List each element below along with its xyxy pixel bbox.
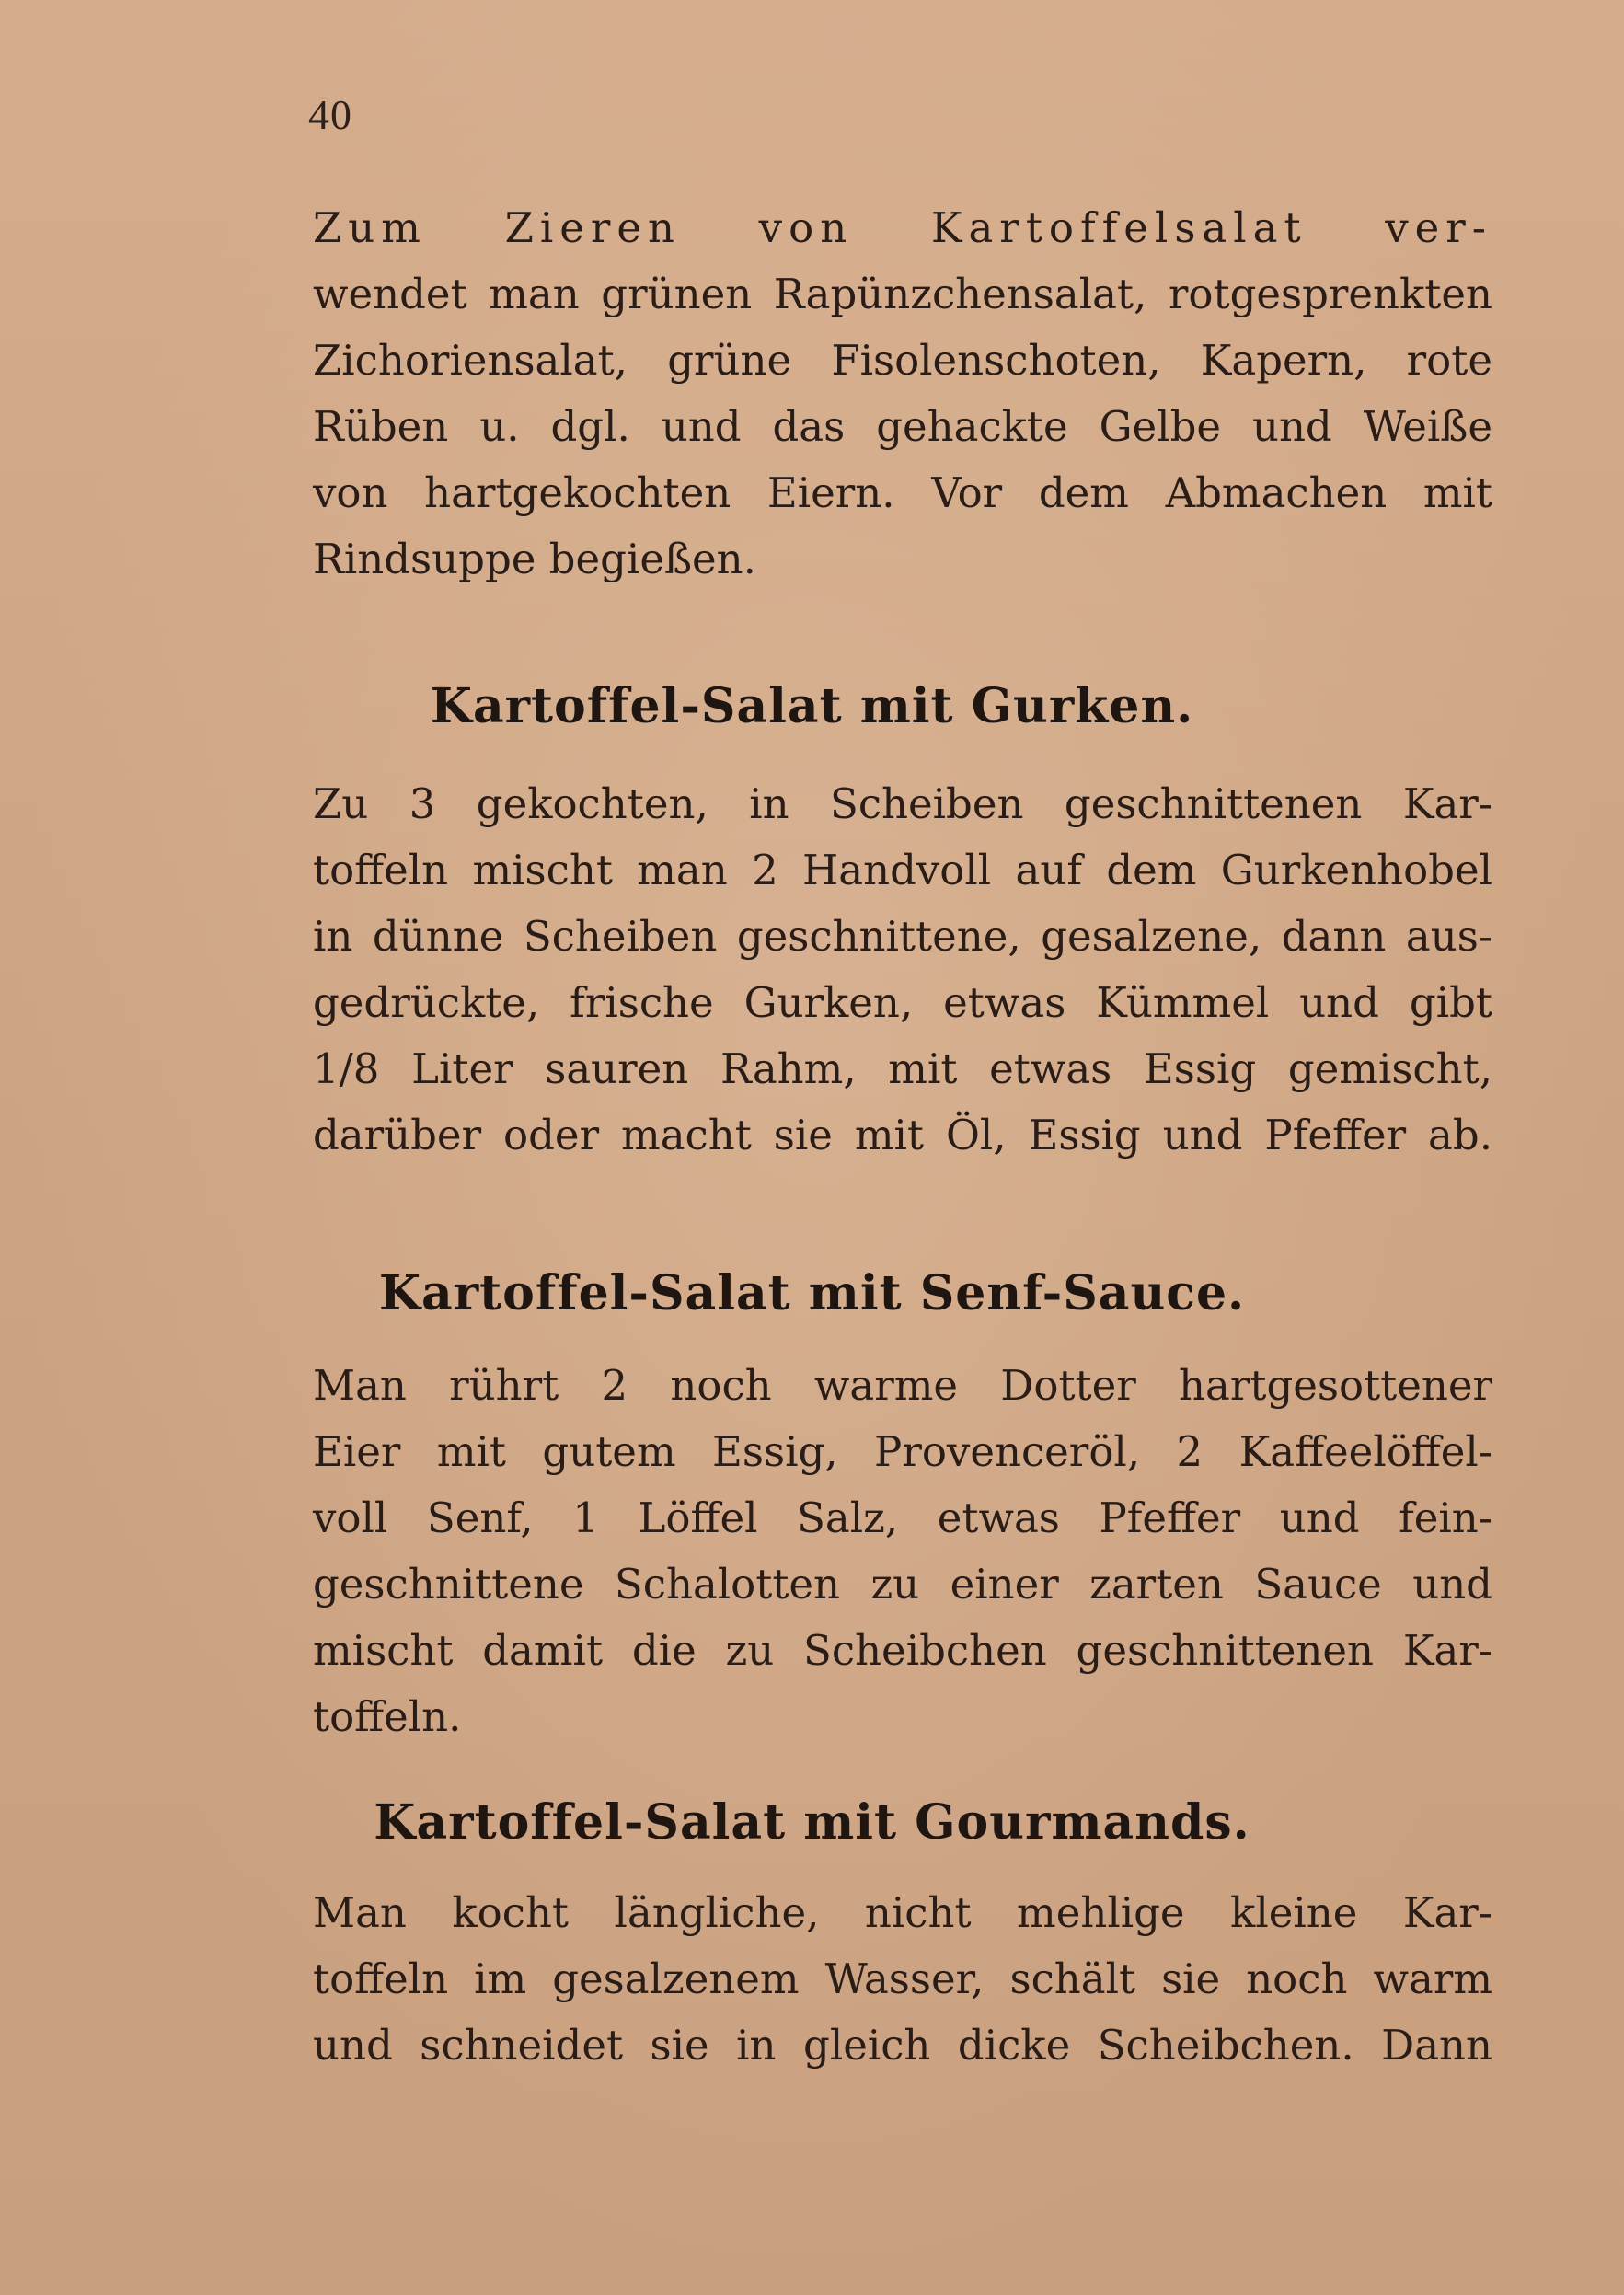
text-line: Eier mit gutem Essig, Provenceröl, 2 Kaffeelöffel- <box>313 1427 1492 1476</box>
text-line: von hartgekochten Eiern. Vor dem Abmachen mit <box>313 468 1492 517</box>
text-line: gedrückte, frische Gurken, etwas Kümmel und gibt <box>313 978 1492 1027</box>
text-line: in dünne Scheiben geschnittene, gesalzene, dann aus- <box>313 912 1492 961</box>
text-line: Rindsuppe begießen. <box>313 535 756 583</box>
text-line: toffeln. <box>313 1692 462 1741</box>
recipe-heading-senf-sauce: Kartoffel-Salat mit Senf-Sauce. <box>378 1265 1246 1321</box>
text-line: 1/8 Liter sauren Rahm, mit etwas Essig gemischt, <box>313 1044 1492 1093</box>
text-line: geschnittene Schalotten zu einer zarten Sauce und <box>313 1560 1492 1609</box>
recipe-heading-gourmands: Kartoffel-Salat mit Gourmands. <box>374 1794 1250 1851</box>
text-line: Zichoriensalat, grüne Fisolenschoten, Kapern, rote <box>313 336 1492 385</box>
text-line: voll Senf, 1 Löffel Salz, etwas Pfeffer und fein- <box>313 1493 1492 1542</box>
recipe-heading-gurken: Kartoffel-Salat mit Gurken. <box>430 678 1194 734</box>
text-line: und schneidet sie in gleich dicke Scheibchen. Dann <box>313 2021 1492 2070</box>
text-line: Rüben u. dgl. und das gehackte Gelbe und Weiße <box>313 402 1492 451</box>
text-line: Man rührt 2 noch warme Dotter hartgesottener <box>313 1361 1492 1410</box>
text-line: Zu 3 gekochten, in Scheiben geschnittenen Kar- <box>313 779 1492 828</box>
recipe-paragraph-senf-sauce <box>313 1353 1492 1750</box>
intro-paragraph <box>313 195 1492 593</box>
text-line: mischt damit die zu Scheibchen geschnittenen Kar- <box>313 1626 1492 1675</box>
text-line: darüber oder macht sie mit Öl, Essig und Pfeffer ab. <box>313 1111 1492 1159</box>
recipe-paragraph-gurken <box>313 771 1492 1169</box>
recipe-paragraph-gourmands <box>313 1880 1492 2079</box>
text-line: wendet man grünen Rapünzchensalat, rotgesprenkten <box>313 270 1492 318</box>
text-line: Man kocht längliche, nicht mehlige kleine Kar- <box>313 1888 1492 1937</box>
text-line: toffeln mischt man 2 Handvoll auf dem Gurkenhobel <box>313 846 1492 894</box>
text-line: Zum Zieren von Kartoffelsalat ver- <box>313 203 1492 252</box>
text-line: toffeln im gesalzenem Wasser, schält sie noch warm <box>313 1955 1492 2003</box>
page-number: 40 <box>308 91 352 138</box>
